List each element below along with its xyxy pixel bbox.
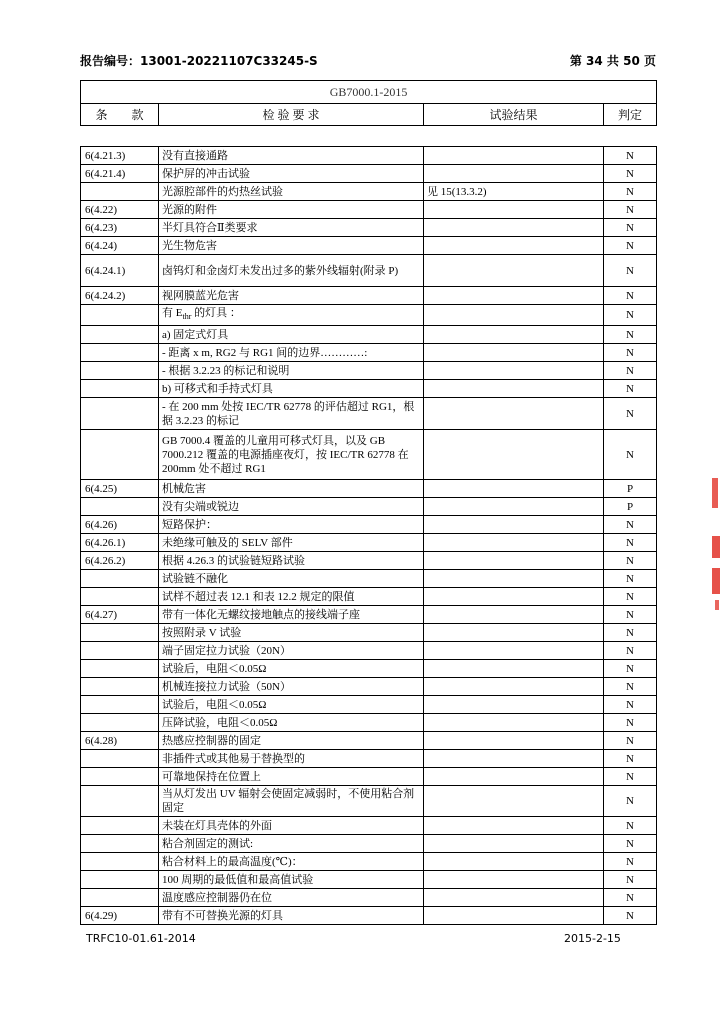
table-row: [81, 678, 657, 696]
clause-cell: 6(4.26.1): [81, 534, 159, 552]
result-cell: [424, 606, 604, 624]
verdict-cell: N: [604, 430, 657, 480]
table-row: [81, 201, 657, 219]
result-cell: [424, 305, 604, 326]
table-row: [81, 430, 657, 480]
clause-cell: 6(4.22): [81, 201, 159, 219]
requirement-cell: 可靠地保持在位置上: [159, 768, 424, 786]
result-cell: [424, 219, 604, 237]
result-cell: [424, 907, 604, 925]
clause-cell: [81, 305, 159, 326]
verdict-cell: N: [604, 305, 657, 326]
table-row: [81, 183, 657, 201]
result-cell: [424, 750, 604, 768]
form-date: 2015-2-15: [564, 932, 621, 945]
result-cell: [424, 660, 604, 678]
result-cell: [424, 344, 604, 362]
clause-cell: 6(4.26): [81, 516, 159, 534]
clause-cell: 6(4.24.1): [81, 255, 159, 287]
verdict-cell: N: [604, 714, 657, 732]
verdict-cell: N: [604, 588, 657, 606]
result-cell: [424, 889, 604, 907]
clause-cell: 6(4.21.4): [81, 165, 159, 183]
table-row: [81, 344, 657, 362]
requirement-cell: 有 $E_{thr}$ 的灯具 ：: [159, 305, 424, 326]
clause-cell: [81, 498, 159, 516]
verdict-cell: N: [604, 516, 657, 534]
table-row: [81, 871, 657, 889]
verdict-cell: N: [604, 287, 657, 305]
clause-cell: [81, 398, 159, 430]
verdict-cell: N: [604, 237, 657, 255]
requirement-cell: 当从灯发出 UV 辐射会使固定减弱时，不使用粘合剂固定: [159, 786, 424, 817]
result-cell: [424, 380, 604, 398]
result-cell: [424, 642, 604, 660]
requirement-cell: 100 周期的最低值和最高值试验: [159, 871, 424, 889]
requirement-cell: 温度感应控制器仍在位: [159, 889, 424, 907]
table-row: [81, 907, 657, 925]
table-row: [81, 570, 657, 588]
verdict-cell: N: [604, 835, 657, 853]
requirement-cell: 带有不可替换光源的灯具: [159, 907, 424, 925]
table-row: [81, 606, 657, 624]
result-cell: [424, 201, 604, 219]
requirement-cell: 根据 4.26.3 的试验链短路试验: [159, 552, 424, 570]
result-cell: [424, 516, 604, 534]
table-row: [81, 305, 657, 326]
requirement-cell: 粘合剂固定的测试:: [159, 835, 424, 853]
verdict-cell: N: [604, 907, 657, 925]
verdict-cell: N: [604, 817, 657, 835]
clause-cell: [81, 588, 159, 606]
requirement-cell: - 根据 3.2.23 的标记和说明: [159, 362, 424, 380]
table-row: [81, 165, 657, 183]
clause-cell: [81, 696, 159, 714]
requirement-cell: 机械危害: [159, 480, 424, 498]
clause-cell: [81, 326, 159, 344]
table-row: [81, 362, 657, 380]
requirement-cell: 带有一体化无螺纹接地触点的接线端子座: [159, 606, 424, 624]
verdict-cell: N: [604, 255, 657, 287]
verdict-cell: N: [604, 326, 657, 344]
table-row: [81, 380, 657, 398]
verdict-cell: N: [604, 183, 657, 201]
verdict-cell: N: [604, 871, 657, 889]
table-row: [81, 219, 657, 237]
result-cell: [424, 165, 604, 183]
clause-cell: [81, 889, 159, 907]
requirement-cell: 保护屏的冲击试验: [159, 165, 424, 183]
clause-cell: [81, 714, 159, 732]
result-cell: [424, 237, 604, 255]
verdict-cell: N: [604, 889, 657, 907]
verdict-cell: N: [604, 642, 657, 660]
verdict-cell: N: [604, 853, 657, 871]
table-row: [81, 287, 657, 305]
result-cell: [424, 696, 604, 714]
table-row: [81, 750, 657, 768]
result-cell: [424, 534, 604, 552]
verdict-cell: N: [604, 678, 657, 696]
requirement-cell: 机械连接拉力试验（50N）: [159, 678, 424, 696]
requirement-cell: GB 7000.4 覆盖的儿童用可移式灯具，以及 GB 7000.212 覆盖的电源插座夜灯，按 IEC/TR 62778 在 200mm 处不超过 RG1: [159, 430, 424, 480]
stamp-fragment: [706, 470, 720, 620]
clause-cell: [81, 344, 159, 362]
requirement-cell: 光源腔部件的灼热丝试验: [159, 183, 424, 201]
requirement-cell: 半灯具符合Ⅱ类要求: [159, 219, 424, 237]
result-cell: [424, 714, 604, 732]
requirement-cell: 未装在灯具壳体的外面: [159, 817, 424, 835]
inspection-table: [80, 146, 657, 925]
col-result-header: 试验结果: [424, 104, 604, 126]
col-clause-header: 条 款: [81, 104, 159, 126]
standard-title: GB7000.1-2015: [81, 81, 657, 104]
requirement-cell: 光源的附件: [159, 201, 424, 219]
result-cell: [424, 570, 604, 588]
clause-cell: 6(4.24): [81, 237, 159, 255]
table-row: [81, 498, 657, 516]
result-cell: [424, 786, 604, 817]
clause-cell: [81, 660, 159, 678]
requirement-cell: 热感应控制器的固定: [159, 732, 424, 750]
requirement-cell: - 在 200 mm 处按 IEC/TR 62778 的评估超过 RG1，根据 3.2.23 的标记: [159, 398, 424, 430]
clause-cell: [81, 642, 159, 660]
requirement-cell: 卤钨灯和金卤灯未发出过多的紫外线辐射(附录 P): [159, 255, 424, 287]
clause-cell: [81, 430, 159, 480]
table-row: [81, 624, 657, 642]
result-cell: [424, 678, 604, 696]
table-row: [81, 660, 657, 678]
table-row: [81, 398, 657, 430]
table-row: [81, 237, 657, 255]
clause-cell: [81, 380, 159, 398]
table-row: [81, 534, 657, 552]
verdict-cell: N: [604, 768, 657, 786]
clause-cell: [81, 817, 159, 835]
result-cell: [424, 853, 604, 871]
verdict-cell: N: [604, 380, 657, 398]
verdict-cell: N: [604, 147, 657, 165]
clause-cell: [81, 853, 159, 871]
verdict-cell: N: [604, 398, 657, 430]
requirement-cell: 短路保护：: [159, 516, 424, 534]
table-row: [81, 817, 657, 835]
table-row: [81, 889, 657, 907]
result-cell: [424, 768, 604, 786]
requirement-cell: 试验后，电阻＜0.05Ω: [159, 696, 424, 714]
verdict-cell: N: [604, 732, 657, 750]
table-header: [80, 80, 657, 126]
requirement-cell: 试样不超过表 12.1 和表 12.2 规定的限值: [159, 588, 424, 606]
result-cell: [424, 398, 604, 430]
result-cell: [424, 732, 604, 750]
clause-cell: [81, 768, 159, 786]
verdict-cell: N: [604, 570, 657, 588]
verdict-cell: N: [604, 660, 657, 678]
table-row: [81, 588, 657, 606]
verdict-cell: N: [604, 362, 657, 380]
table-row: [81, 516, 657, 534]
report-number: 报告编号：13001-20221107C33245-S: [80, 54, 318, 68]
clause-cell: [81, 624, 159, 642]
verdict-cell: N: [604, 606, 657, 624]
verdict-cell: N: [604, 165, 657, 183]
result-cell: [424, 871, 604, 889]
requirement-cell: 试验链不融化: [159, 570, 424, 588]
requirement-cell: b) 可移式和手持式灯具: [159, 380, 424, 398]
table-row: [81, 835, 657, 853]
requirement-cell: 未绝缘可触及的 SELV 部件: [159, 534, 424, 552]
requirement-cell: a) 固定式灯具: [159, 326, 424, 344]
verdict-cell: N: [604, 552, 657, 570]
clause-cell: 6(4.24.2): [81, 287, 159, 305]
verdict-cell: N: [604, 696, 657, 714]
col-verdict-header: 判定: [604, 104, 657, 126]
table-row: [81, 714, 657, 732]
clause-cell: [81, 786, 159, 817]
table-row: [81, 732, 657, 750]
clause-cell: [81, 362, 159, 380]
clause-cell: 6(4.23): [81, 219, 159, 237]
col-requirement-header: 检 验 要 求: [159, 104, 424, 126]
clause-cell: [81, 835, 159, 853]
requirement-cell: 非插件式或其他易于替换型的: [159, 750, 424, 768]
clause-cell: [81, 183, 159, 201]
result-cell: [424, 624, 604, 642]
verdict-cell: N: [604, 201, 657, 219]
clause-cell: 6(4.25): [81, 480, 159, 498]
result-cell: [424, 588, 604, 606]
form-number: TRFC10-01.61-2014: [86, 932, 196, 945]
result-cell: [424, 817, 604, 835]
requirement-cell: 试验后，电阻＜0.05Ω: [159, 660, 424, 678]
result-cell: 见 15(13.3.2): [424, 183, 604, 201]
verdict-cell: N: [604, 344, 657, 362]
verdict-cell: P: [604, 480, 657, 498]
table-row: [81, 642, 657, 660]
requirement-cell: 按照附录 V 试验: [159, 624, 424, 642]
table-row: [81, 480, 657, 498]
verdict-cell: N: [604, 750, 657, 768]
result-cell: [424, 552, 604, 570]
table-row: [81, 147, 657, 165]
requirement-cell: - 距离 x m, RG2 与 RG1 间的边界…………:: [159, 344, 424, 362]
requirement-cell: 没有直接通路: [159, 147, 424, 165]
result-cell: [424, 362, 604, 380]
table-row: [81, 255, 657, 287]
result-cell: [424, 326, 604, 344]
clause-cell: 6(4.29): [81, 907, 159, 925]
clause-cell: 6(4.26.2): [81, 552, 159, 570]
table-row: [81, 326, 657, 344]
clause-cell: [81, 750, 159, 768]
verdict-cell: N: [604, 786, 657, 817]
table-row: [81, 696, 657, 714]
result-cell: [424, 430, 604, 480]
table-row: [81, 853, 657, 871]
result-cell: [424, 147, 604, 165]
requirement-cell: 视网膜蓝光危害: [159, 287, 424, 305]
requirement-cell: 没有尖端或锐边: [159, 498, 424, 516]
verdict-cell: N: [604, 219, 657, 237]
result-cell: [424, 835, 604, 853]
clause-cell: [81, 871, 159, 889]
clause-cell: 6(4.21.3): [81, 147, 159, 165]
requirement-cell: 端子固定拉力试验（20N）: [159, 642, 424, 660]
requirement-cell: 粘合材料上的最高温度(℃)：: [159, 853, 424, 871]
result-cell: [424, 287, 604, 305]
result-cell: [424, 480, 604, 498]
requirement-cell: 光生物危害: [159, 237, 424, 255]
clause-cell: 6(4.28): [81, 732, 159, 750]
table-row: [81, 768, 657, 786]
result-cell: [424, 255, 604, 287]
clause-cell: [81, 570, 159, 588]
requirement-cell: 压降试验，电阻＜0.05Ω: [159, 714, 424, 732]
verdict-cell: N: [604, 624, 657, 642]
result-cell: [424, 498, 604, 516]
verdict-cell: P: [604, 498, 657, 516]
clause-cell: 6(4.27): [81, 606, 159, 624]
page-indicator: 第 34 共 50 页: [569, 54, 656, 68]
verdict-cell: N: [604, 534, 657, 552]
report-header: [80, 52, 656, 70]
table-row: [81, 786, 657, 817]
clause-cell: [81, 678, 159, 696]
table-row: [81, 552, 657, 570]
